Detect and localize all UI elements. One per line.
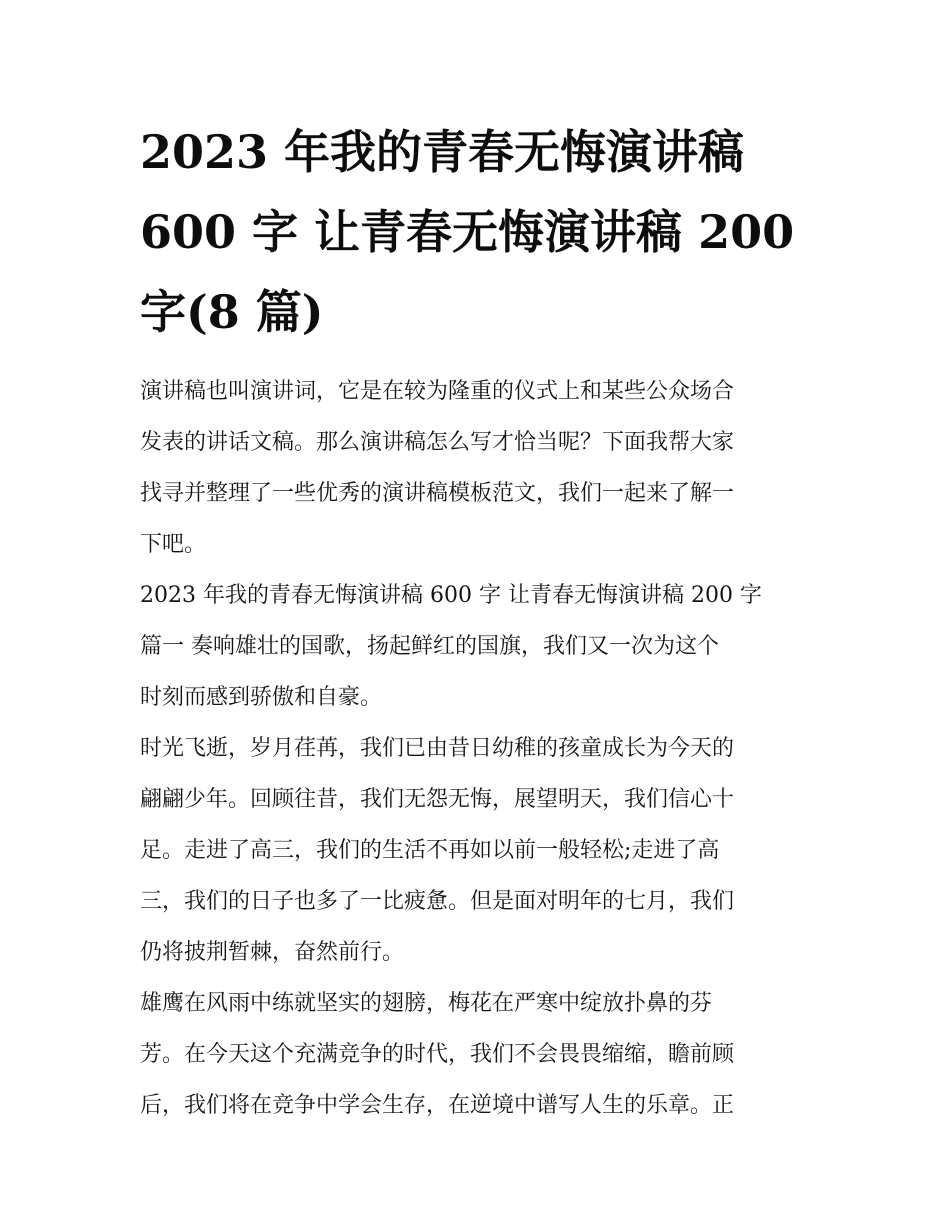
text-line: 后，我们将在竞争中学会生存，在逆境中谱写人生的乐章。正 <box>140 1093 735 1118</box>
text-line: 下吧。 <box>140 532 207 557</box>
document-title <box>140 112 812 352</box>
document-body <box>140 366 812 1131</box>
text-line: 篇一 奏响雄壮的国歌，扬起鲜红的国旗，我们又一次为这个 <box>140 634 719 659</box>
body-paragraph <box>140 723 812 978</box>
text-line: 2023 年我的青春无悔演讲稿 600 字 让青春无悔演讲稿 200 字 <box>140 583 762 608</box>
text-line: 找寻并整理了一些优秀的演讲稿模板范文，我们一起来了解一 <box>140 481 735 506</box>
text-line: 发表的讲话文稿。那么演讲稿怎么写才恰当呢？下面我帮大家 <box>140 430 735 455</box>
body-paragraph <box>140 978 812 1131</box>
title-line: 600 字 让青春无悔演讲稿 200 <box>140 205 795 259</box>
intro-paragraph <box>140 366 812 570</box>
document-page <box>140 112 812 1131</box>
text-line: 三，我们的日子也多了一比疲惫。但是面对明年的七月，我们 <box>140 889 735 914</box>
title-line: 字(8 篇) <box>140 285 324 339</box>
text-line: 足。走进了高三，我们的生活不再如以前一般轻松;走进了高 <box>140 838 720 863</box>
text-line: 时光飞逝，岁月荏苒，我们已由昔日幼稚的孩童成长为今天的 <box>140 736 735 761</box>
text-line: 雄鹰在风雨中练就坚实的翅膀，梅花在严寒中绽放扑鼻的芬 <box>140 991 713 1016</box>
text-line: 演讲稿也叫演讲词，它是在较为隆重的仪式上和某些公众场合 <box>140 379 735 404</box>
text-line: 翩翩少年。回顾往昔，我们无怨无悔，展望明天，我们信心十 <box>140 787 735 812</box>
text-line: 时刻而感到骄傲和自豪。 <box>140 685 383 710</box>
title-line: 2023 年我的青春无悔演讲稿 <box>140 125 745 179</box>
text-line: 仍将披荆暂棘，奋然前行。 <box>140 940 405 965</box>
text-line: 芳。在今天这个充满竞争的时代，我们不会畏畏缩缩，瞻前顾 <box>140 1042 735 1067</box>
section-heading-paragraph <box>140 570 812 723</box>
